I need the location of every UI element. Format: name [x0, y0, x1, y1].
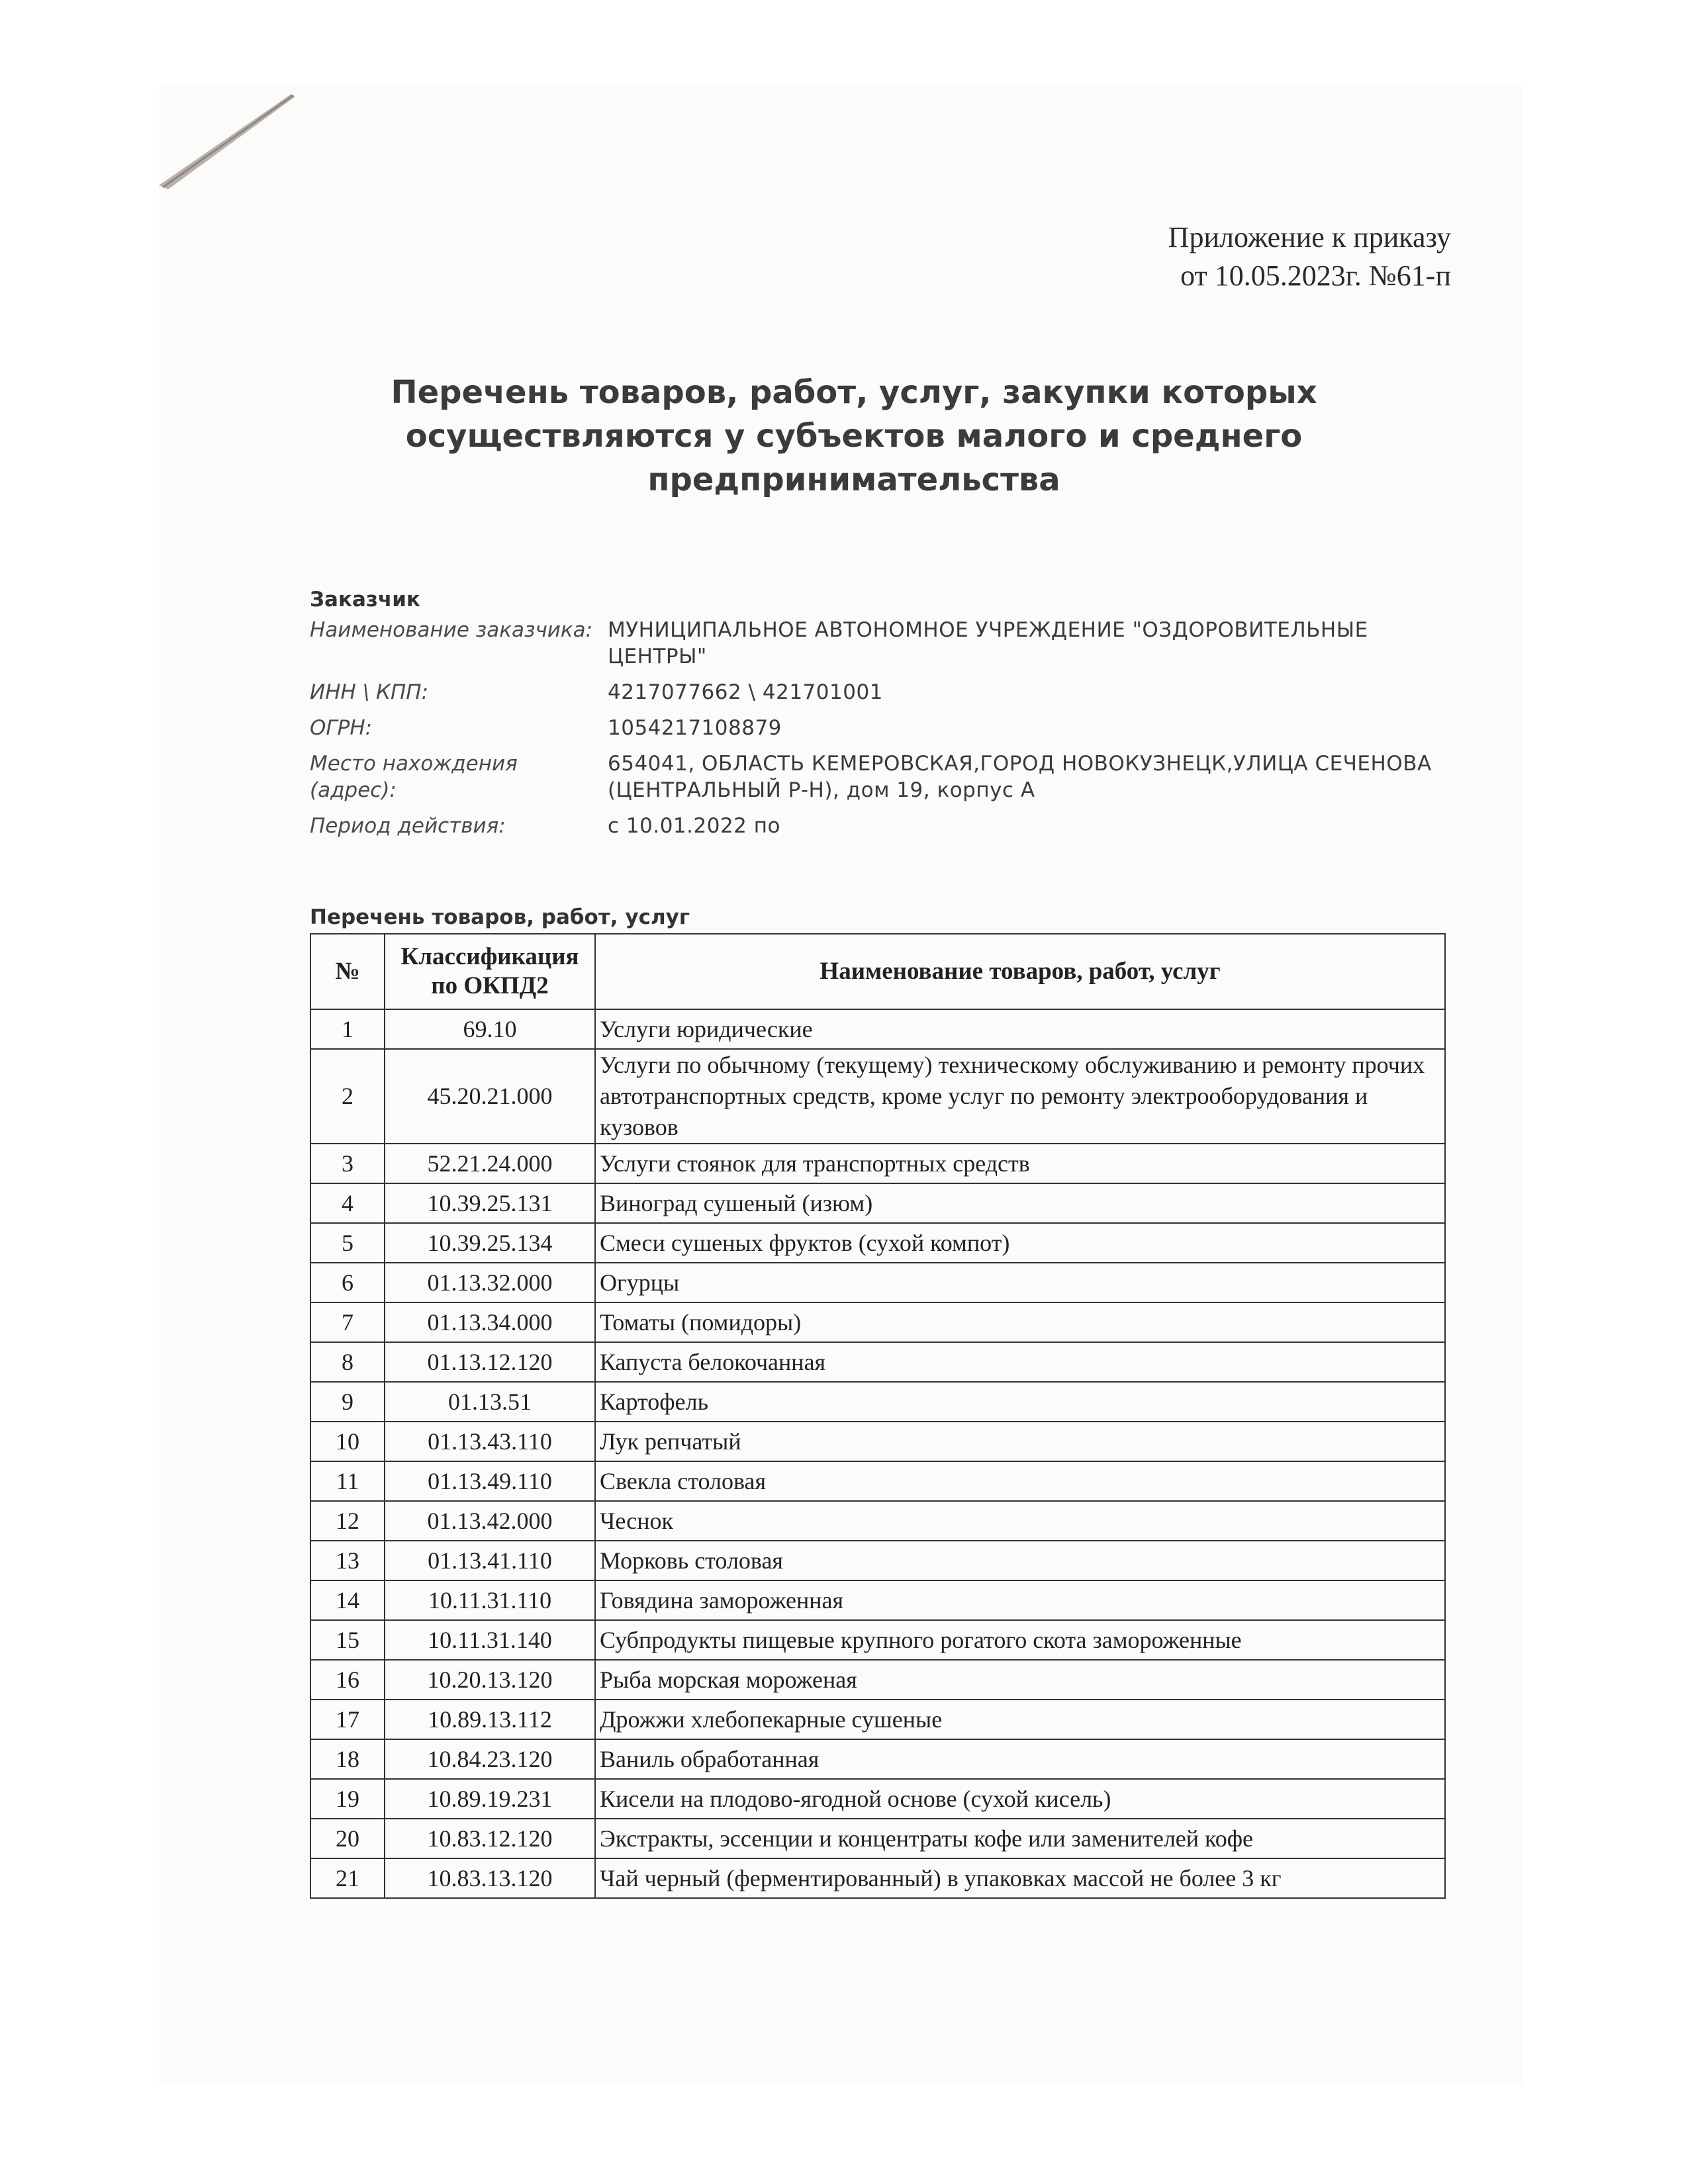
- table-row: [310, 1302, 1445, 1342]
- table-row: [310, 1700, 1445, 1739]
- item-name: Свекла столовая: [595, 1461, 1445, 1501]
- column-header-name: Наименование товаров, работ, услуг: [595, 934, 1445, 1009]
- row-number: 19: [310, 1779, 385, 1819]
- table-row: [310, 1739, 1445, 1779]
- okpd2-code: 01.13.41.110: [385, 1541, 595, 1580]
- address-row: [310, 751, 1448, 803]
- item-name: Капуста белокочанная: [595, 1342, 1445, 1382]
- customer-name-label: Наименование заказчика:: [310, 618, 593, 642]
- table-row: [310, 1422, 1445, 1461]
- item-name: Рыба морская мороженая: [595, 1660, 1445, 1700]
- item-name: Экстракты, эссенции и концентраты кофе или заменителей кофе: [595, 1819, 1445, 1858]
- table-row: [310, 1660, 1445, 1700]
- row-number: 4: [310, 1183, 385, 1223]
- okpd2-code: 10.39.25.134: [385, 1223, 595, 1263]
- item-name: Чеснок: [595, 1501, 1445, 1541]
- validity-period-value: с 10.01.2022 по: [608, 814, 780, 838]
- table-row: [310, 1342, 1445, 1382]
- address-label: Место нахождения (адрес):: [310, 752, 518, 802]
- row-number: 6: [310, 1263, 385, 1302]
- item-name: Виноград сушеный (изюм): [595, 1183, 1445, 1223]
- items-list-heading: Перечень товаров, работ, услуг: [310, 905, 690, 929]
- ogrn-row: [310, 715, 1448, 741]
- okpd2-code: 01.13.49.110: [385, 1461, 595, 1501]
- row-number: 1: [310, 1009, 385, 1049]
- okpd2-code: 01.13.32.000: [385, 1263, 595, 1302]
- okpd2-code: 69.10: [385, 1009, 595, 1049]
- okpd2-code: 52.21.24.000: [385, 1144, 595, 1183]
- okpd2-code: 01.13.12.120: [385, 1342, 595, 1382]
- okpd2-code: 10.89.13.112: [385, 1700, 595, 1739]
- table-row: [310, 1819, 1445, 1858]
- inn-kpp-label: ИНН \ КПП:: [310, 680, 429, 704]
- customer-section: [310, 586, 1448, 848]
- table-row: [310, 1049, 1445, 1144]
- inn-kpp-value: 4217077662 \ 421701001: [608, 680, 883, 704]
- item-name: Морковь столовая: [595, 1541, 1445, 1580]
- items-table: [310, 933, 1446, 1899]
- table-row: [310, 1858, 1445, 1898]
- item-name: Услуги стоянок для транспортных средств: [595, 1144, 1445, 1183]
- document-title: Перечень товаров, работ, услуг, закупки которых осуществляются у субъектов малого и среднего предпринимательства: [391, 374, 1317, 498]
- row-number: 17: [310, 1700, 385, 1739]
- row-number: 20: [310, 1819, 385, 1858]
- row-number: 3: [310, 1144, 385, 1183]
- table-row: [310, 1223, 1445, 1263]
- item-name: Смеси сушеных фруктов (сухой компот): [595, 1223, 1445, 1263]
- ogrn-label: ОГРН:: [310, 716, 373, 740]
- row-number: 14: [310, 1580, 385, 1620]
- table-row: [310, 1779, 1445, 1819]
- row-number: 9: [310, 1382, 385, 1422]
- item-name: Кисели на плодово-ягодной основе (сухой кисель): [595, 1779, 1445, 1819]
- row-number: 16: [310, 1660, 385, 1700]
- okpd2-code: 10.20.13.120: [385, 1660, 595, 1700]
- address-value: 654041, ОБЛАСТЬ КЕМЕРОВСКАЯ,ГОРОД НОВОКУЗНЕЦК,УЛИЦА СЕЧЕНОВА (ЦЕНТРАЛЬНЫЙ Р-Н), дом 19, корпус А: [608, 752, 1432, 802]
- item-name: Дрожжи хлебопекарные сушеные: [595, 1700, 1445, 1739]
- row-number: 18: [310, 1739, 385, 1779]
- pen-tip-mark: [159, 93, 311, 192]
- row-number: 8: [310, 1342, 385, 1382]
- table-row: [310, 1263, 1445, 1302]
- table-row: [310, 1009, 1445, 1049]
- item-name: Услуги по обычному (текущему) техническому обслуживанию и ремонту прочих автотранспортных средств, кроме услуг по ремонту электрооборудования и кузовов: [595, 1049, 1445, 1144]
- okpd2-code: 01.13.34.000: [385, 1302, 595, 1342]
- item-name: Лук репчатый: [595, 1422, 1445, 1461]
- okpd2-code: 10.84.23.120: [385, 1739, 595, 1779]
- okpd2-code: 45.20.21.000: [385, 1049, 595, 1144]
- okpd2-code: 10.39.25.131: [385, 1183, 595, 1223]
- table-row: [310, 1382, 1445, 1422]
- table-row: [310, 1183, 1445, 1223]
- item-name: Томаты (помидоры): [595, 1302, 1445, 1342]
- row-number: 2: [310, 1049, 385, 1144]
- customer-heading: Заказчик: [310, 588, 420, 612]
- items-table-header: [310, 934, 1445, 1009]
- row-number: 10: [310, 1422, 385, 1461]
- validity-period-label: Период действия:: [310, 814, 506, 838]
- item-name: Картофель: [595, 1382, 1445, 1422]
- item-name: Чай черный (ферментированный) в упаковках массой не более 3 кг: [595, 1858, 1445, 1898]
- ogrn-value: 1054217108879: [608, 716, 782, 740]
- validity-period-row: [310, 813, 1448, 839]
- okpd2-code: 10.83.12.120: [385, 1819, 595, 1858]
- row-number: 12: [310, 1501, 385, 1541]
- column-header-okpd2: Классификация по ОКПД2: [385, 934, 595, 1009]
- annex-line-2: от 10.05.2023г. №61-п: [1180, 259, 1451, 292]
- okpd2-code: 10.83.13.120: [385, 1858, 595, 1898]
- row-number: 11: [310, 1461, 385, 1501]
- row-number: 5: [310, 1223, 385, 1263]
- row-number: 7: [310, 1302, 385, 1342]
- table-row: [310, 1501, 1445, 1541]
- okpd2-code: 01.13.43.110: [385, 1422, 595, 1461]
- item-name: Ваниль обработанная: [595, 1739, 1445, 1779]
- okpd2-code: 10.89.19.231: [385, 1779, 595, 1819]
- items-table-body: [310, 1009, 1445, 1898]
- row-number: 15: [310, 1620, 385, 1660]
- table-row: [310, 1461, 1445, 1501]
- annex-line-1: Приложение к приказу: [1168, 221, 1451, 253]
- table-row: [310, 1580, 1445, 1620]
- annex-reference: [1168, 218, 1451, 295]
- row-number: 13: [310, 1541, 385, 1580]
- column-header-number: №: [310, 934, 385, 1009]
- okpd2-code: 10.11.31.110: [385, 1580, 595, 1620]
- okpd2-code: 01.13.42.000: [385, 1501, 595, 1541]
- customer-name-value: МУНИЦИПАЛЬНОЕ АВТОНОМНОЕ УЧРЕЖДЕНИЕ "ОЗДОРОВИТЕЛЬНЫЕ ЦЕНТРЫ": [608, 618, 1368, 668]
- inn-kpp-row: [310, 679, 1448, 705]
- table-row: [310, 1144, 1445, 1183]
- item-name: Субпродукты пищевые крупного рогатого скота замороженные: [595, 1620, 1445, 1660]
- okpd2-code: 01.13.51: [385, 1382, 595, 1422]
- item-name: Огурцы: [595, 1263, 1445, 1302]
- row-number: 21: [310, 1858, 385, 1898]
- item-name: Говядина замороженная: [595, 1580, 1445, 1620]
- item-name: Услуги юридические: [595, 1009, 1445, 1049]
- table-row: [310, 1541, 1445, 1580]
- customer-name-row: [310, 617, 1448, 670]
- table-row: [310, 1620, 1445, 1660]
- okpd2-code: 10.11.31.140: [385, 1620, 595, 1660]
